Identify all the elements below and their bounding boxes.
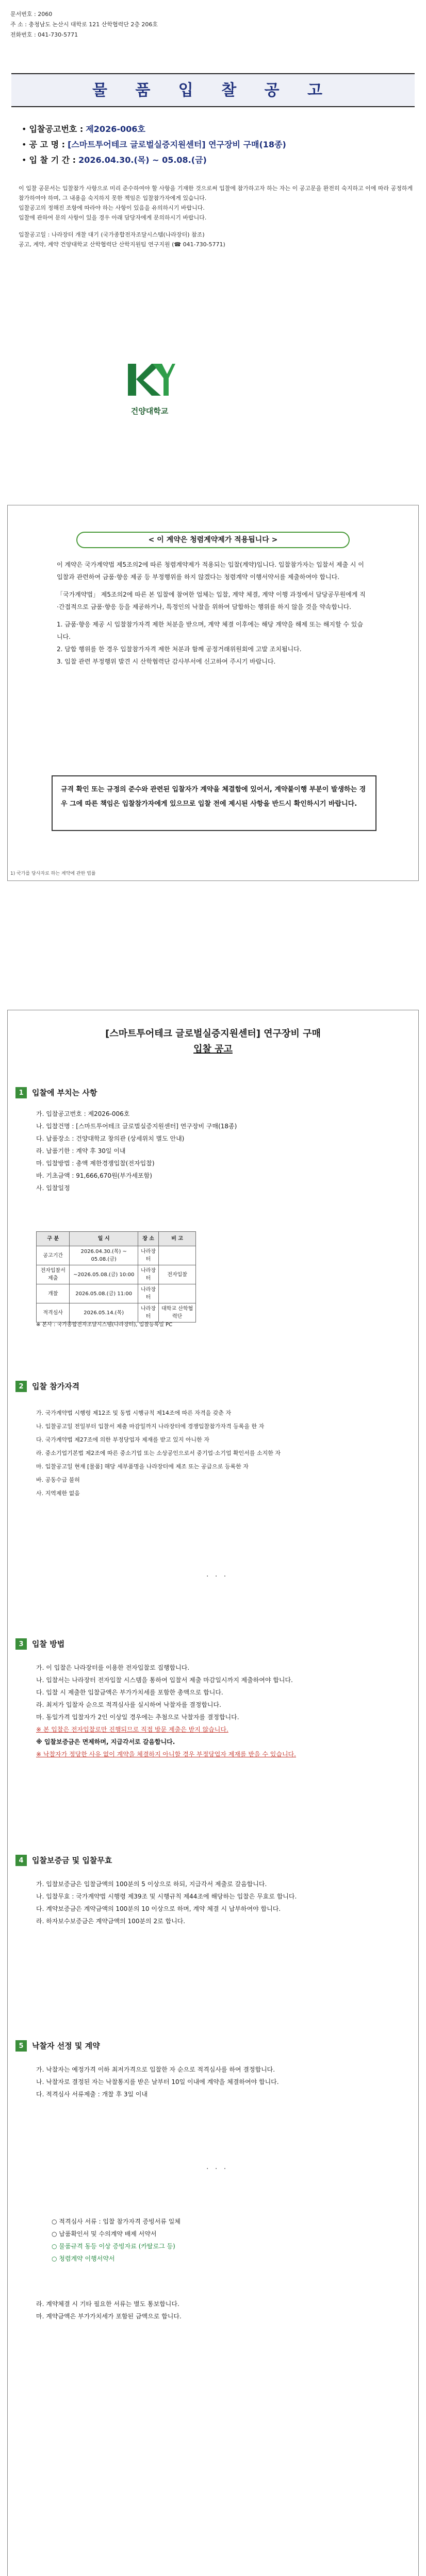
table-cell: ~2026.05.08.(금) 10:00 — [70, 1265, 138, 1284]
notice-notes — [12, 183, 415, 249]
table-cell: 2026.05.14.(목) — [70, 1303, 138, 1323]
list-item: 다. 적격심사 서류제출 : 개찰 후 3일 이내 — [36, 2091, 148, 2098]
table-cell — [159, 1284, 196, 1303]
logo-text: 건양대학교 — [130, 406, 169, 416]
list-item: ○ 물품규격 동등 이상 증빙자료 (카탈로그 등) — [52, 2243, 175, 2250]
doc-address: 주 소 : 충청남도 논산시 대학로 121 산학협력단 2층 206호 — [10, 21, 158, 28]
list-item: 라. 중소기업기본법 제2조에 따른 중소기업 또는 소상공인으로서 중기업·소기업 확인서를 소지한 자 — [36, 1450, 281, 1456]
list-item: 라. 하자보수보증금은 계약금액의 100분의 2로 합니다. — [36, 1918, 186, 1925]
list-item: 사. 지역제한 없음 — [36, 1490, 80, 1497]
list-item: 마. 동일가격 입찰자가 2인 이상일 경우에는 추첨으로 낙찰자를 결정합니다. — [36, 1714, 239, 1721]
section-3-heading — [15, 1638, 64, 1650]
notice-period: 2026.04.30.(목) ~ 05.08.(금) — [78, 155, 207, 165]
table-row — [37, 1284, 196, 1303]
notice-number-row: • 입찰공고번호 : 제2026-006호 — [22, 124, 145, 134]
bold-text: ※ 입찰보증금은 면제하며, 지급각서로 갈음합니다. — [36, 1738, 175, 1745]
divider: · · · — [206, 1572, 228, 1581]
section-1-heading — [15, 1087, 97, 1099]
list-item: 마. 입찰공고일 현재 [물품] 해당 세부품명을 나라장터에 제조 또는 공급으로 등록한 자 — [36, 1463, 249, 1470]
note-item: 이 입찰 공문서는 입찰참가 사항으로 미리 준수하여야 할 사항을 기재한 것으로써 입찰에 참가하고자 하는 자는 이 공고문을 완전히 숙지하고 이에 따라 공정하게 참가하여야 하며, 그 내용을 숙지하지 못한 책임은 입찰참가자에게 있습니다. — [19, 185, 413, 201]
column-header: 장 소 — [138, 1232, 158, 1246]
list-item: 가. 국가계약법 시행령 제12조 및 동법 시행규칙 제14조에 따른 자격을 갖춘 자 — [36, 1410, 232, 1416]
list-item: 다. 국가계약법 제27조에 의한 부정당업자 제재를 받고 있지 아니한 자 — [36, 1436, 209, 1443]
doc-number: 문서번호 : 2060 — [10, 11, 53, 18]
main-title-line2: 입찰 공고 — [193, 1044, 233, 1055]
section-5-heading — [15, 2040, 100, 2052]
note-item: 입찰에 관하여 문의 사항이 있을 경우 아래 담당자에게 문의하시기 바랍니다. — [19, 214, 207, 221]
warning-title: < 이 계약은 청렴계약제가 적용됩니다 > — [76, 532, 350, 548]
contact-item: 입찰공고일 : 나라장터 개찰 대기 (국가종합전자조달시스템(나라장터) 참조) — [19, 231, 205, 238]
list-item: 다. 납품장소 : 건양대학교 창의관 (상세위치 별도 안내) — [36, 1135, 185, 1142]
warning-box: 규격 확인 또는 규정의 준수와 관련된 입찰자가 계약을 체결함에 있어서, 계약불이행 부분이 발생하는 경우 그에 따른 책임은 입찰참가자에게 있으므로 입찰 전에 제시된 사항을 반드시 확인하시기 바랍니다. — [52, 775, 376, 831]
section-5-tail — [36, 2298, 407, 2323]
schedule-table — [36, 1231, 196, 1323]
table-row — [37, 1246, 196, 1265]
section-number: 1 — [15, 1087, 27, 1098]
list-item: 라. 계약체결 시 기타 필요한 서류는 별도 통보합니다. — [36, 2300, 179, 2308]
section-number: 5 — [15, 2040, 27, 2052]
section-number: 4 — [15, 1855, 27, 1866]
note-item: 입찰공고의 정해진 조항에 따라야 하는 사항이 있음을 유의하시기 바랍니다. — [19, 205, 205, 211]
notice-info — [22, 122, 414, 168]
list-item: 나. 입찰서는 나라장터 전자입찰 시스템을 통하여 입찰서 제출 마감일시까지 제출하여야 합니다. — [36, 1676, 293, 1684]
table-row — [37, 1265, 196, 1284]
table-cell: 전자입찰 — [159, 1265, 196, 1284]
section-4-heading — [15, 1855, 112, 1867]
list-item: 가. 입찰보증금은 입찰금액의 100분의 5 이상으로 하되, 지급각서 제출로 갈음합니다. — [36, 1880, 267, 1888]
column-header: 구 분 — [37, 1232, 70, 1246]
list-item: 가. 낙찰자는 예정가격 이하 최저가격으로 입찰한 자 순으로 적격심사를 하여 결정합니다. — [36, 2066, 275, 2073]
table-header-row — [37, 1232, 196, 1246]
warning-para: 이 계약은 국가계약법 제5조의2에 따른 청렴계약제가 적용되는 입찰(계약)입니다. 입찰참가자는 입찰서 제출 시 이 입찰과 관련하여 금품·향응 제공 등 부정행위를 하지 않겠다는 청렴계약 이행서약서를 제출하여야 합니다. — [57, 561, 364, 581]
warning-body — [57, 558, 366, 673]
warning-text: ※ 본 입찰은 전자입찰로만 진행되므로 직접 방문 제출은 받지 않습니다. — [36, 1726, 228, 1733]
list-item: ○ 적격심사 서류 : 입찰 참가자격 증빙서류 일체 — [52, 2218, 181, 2225]
main-title-line1: [스마트투어테크 글로벌실증지원센터] 연구장비 구매 — [105, 1028, 321, 1039]
column-header: 비 고 — [159, 1232, 196, 1246]
list-item: 라. 납품기한 : 계약 후 30일 이내 — [36, 1147, 126, 1155]
table-cell: 나라장터 — [138, 1303, 158, 1323]
required-docs-list — [52, 2215, 382, 2265]
schedule-note: ※ 본사 : 국가종합전자조달시스템(나라장터), 입찰등록일 PC — [36, 1322, 173, 1328]
list-item: 바. 공동수급 불허 — [36, 1477, 80, 1483]
main-title — [11, 1026, 415, 1057]
section-title: 입찰에 부치는 사항 — [32, 1088, 97, 1097]
list-item: 사. 입찰일정 — [36, 1184, 70, 1192]
notice-name-row: • 공 고 명 : [스마트투어테크 글로벌실증지원센터] 연구장비 구매(18종) — [22, 140, 286, 149]
section-title: 낙찰자 선정 및 계약 — [32, 2041, 100, 2050]
list-item: 나. 낙찰자로 결정된 자는 낙찰통지를 받은 날부터 10일 이내에 계약을 체결하여야 합니다. — [36, 2078, 279, 2086]
table-cell: 나라장터 — [138, 1284, 158, 1303]
section-3-body — [36, 1662, 407, 1760]
warning-text: ※ 낙찰자가 정당한 사유 없이 계약을 체결하지 아니할 경우 부정당업자 제재를 받을 수 있습니다. — [36, 1751, 296, 1758]
list-item: 다. 입찰 시 제출한 입찰금액은 부가가치세를 포함한 총액으로 합니다. — [36, 1689, 223, 1696]
doc-header — [10, 9, 158, 40]
list-item: ○ 청렴계약 이행서약서 — [52, 2255, 115, 2262]
section-title: 입찰 참가자격 — [32, 1382, 80, 1391]
university-logo — [124, 361, 175, 417]
list-item: 나. 입찰공고일 전일부터 입찰서 제출 마감일까지 나라장터에 경쟁입찰참가자격 등록을 한 자 — [36, 1423, 265, 1430]
list-item: 라. 최저가 입찰자 순으로 적격심사를 실시하여 낙찰자를 결정합니다. — [36, 1701, 221, 1708]
footnote: 1) 국가를 당사자로 하는 계약에 관한 법률 — [10, 871, 96, 876]
ky-logo-icon — [124, 361, 175, 402]
table-cell: 적격심사 — [37, 1303, 70, 1323]
table-cell: 공고기간 — [37, 1246, 70, 1265]
notice-title: 물 품 입 찰 공 고 — [11, 73, 415, 107]
divider: · · · — [206, 2165, 228, 2173]
notice-period-row: • 입 찰 기 간 : 2026.04.30.(목) ~ 05.08.(금) — [22, 155, 207, 165]
section-4-body — [36, 1878, 407, 1927]
doc-phone: 전화번호 : 041-730-5771 — [10, 31, 78, 38]
list-item: 바. 기초금액 : 91,666,670원(부가세포함) — [36, 1172, 152, 1179]
section-1-body — [36, 1108, 407, 1194]
table-cell — [159, 1246, 196, 1265]
section-2-body — [36, 1406, 407, 1500]
table-cell: 나라장터 — [138, 1246, 158, 1265]
contact-item: 공고, 계약, 계약 건양대학교 산학협력단 산학지원팀 연구지원 (☎ 041-730-5771) — [19, 241, 225, 248]
table-cell: 개찰 — [37, 1284, 70, 1303]
warning-para: 1. 금품·향응 제공 시 입찰참가자격 제한 처분을 받으며, 계약 체결 이후에는 해당 계약을 해제 또는 해지할 수 있습니다. 2. 담합 행위를 한 경우 입찰참가자격 제한 처분과 함께 공정거래위원회에 고발 조치됩니다. 3. 입찰 관련 부정행위 발견 시 산학협력단 감사부서에 신고하여 주시기 바랍니다. — [57, 621, 363, 665]
column-header: 일 시 — [70, 1232, 138, 1246]
notice-name: [스마트투어테크 글로벌실증지원센터] 연구장비 구매(18종) — [68, 140, 286, 149]
section-5-body — [36, 2063, 407, 2100]
list-item: 나. 입찰무효 : 국가계약법 시행령 제39조 및 시행규칙 제44조에 해당하는 입찰은 무효로 합니다. — [36, 1893, 297, 1900]
section-title: 입찰보증금 및 입찰무효 — [32, 1856, 112, 1865]
table-cell: 2026.04.30.(목) ~ 05.08.(금) — [70, 1246, 138, 1265]
table-cell: 대학교 산학협력단 — [159, 1303, 196, 1323]
list-item: 나. 입찰건명 : [스마트투어테크 글로벌실증지원센터] 연구장비 구매(18종) — [36, 1123, 237, 1130]
table-cell: 전자입찰서 제출 — [37, 1265, 70, 1284]
list-item: 다. 계약보증금은 계약금액의 100분의 10 이상으로 하며, 계약 체결 시 납부하여야 합니다. — [36, 1905, 281, 1912]
section-2-heading — [15, 1381, 79, 1393]
warning-para: 「국가계약법」 제5조의2에 따른 본 입찰에 참여한 업체는 입찰, 계약 체결, 계약 이행 과정에서 담당공무원에게 직·간접적으로 금품·향응 등을 제공하거나, 특정인의 낙찰을 위하여 담합하는 행위를 하지 않을 것을 약속합니다. — [57, 591, 366, 611]
notice-number: 제2026-006호 — [86, 124, 145, 134]
table-cell: 나라장터 — [138, 1265, 158, 1284]
section-title: 입찰 방법 — [32, 1639, 65, 1649]
table-cell: 2026.05.08.(금) 11:00 — [70, 1284, 138, 1303]
section-number: 3 — [15, 1638, 27, 1650]
list-item: 가. 이 입찰은 나라장터를 이용한 전자입찰로 집행합니다. — [36, 1664, 190, 1671]
list-item: ○ 납품확인서 및 수의계약 배제 서약서 — [52, 2230, 157, 2238]
list-item: 마. 입찰방법 : 총액 제한경쟁입찰(전자입찰) — [36, 1160, 155, 1167]
list-item: 마. 계약금액은 부가가치세가 포함된 금액으로 합니다. — [36, 2313, 182, 2320]
list-item: 가. 입찰공고번호 : 제2026-006호 — [36, 1110, 130, 1117]
section-number: 2 — [15, 1381, 27, 1392]
